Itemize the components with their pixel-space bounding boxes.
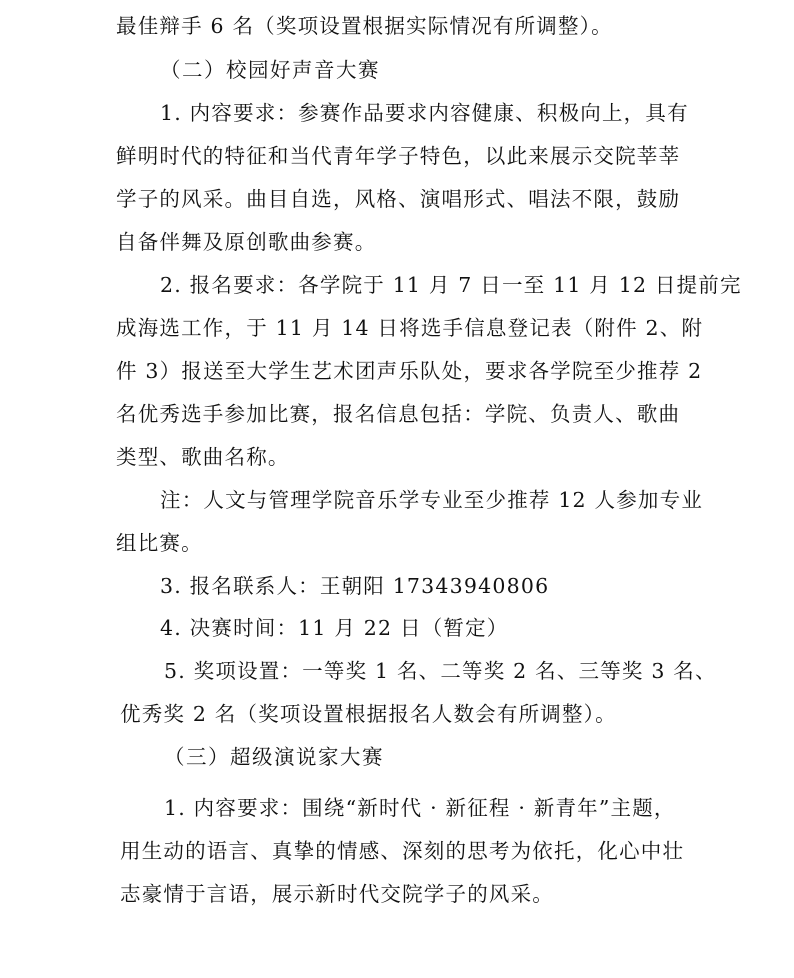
text-line: 志豪情于言语，展示新时代交院学子的风采。 [120,882,554,906]
text-line: 件 3）报送至大学生艺术团声乐队处，要求各学院至少推荐 2 [116,359,703,383]
text-line: 组比赛。 [116,531,203,555]
section-heading-good-voice: （二）校园好声音大赛 [160,58,380,82]
section-heading-super-speaker: （三）超级演说家大赛 [164,745,384,769]
text-line: 自备伴舞及原创歌曲参赛。 [116,230,377,254]
text-line: 用生动的语言、真挚的情感、深刻的思考为依托，化心中壮 [120,839,685,863]
text-line-note: 注：人文与管理学院音乐学专业至少推荐 12 人参加专业 [160,488,704,512]
text-line: 优秀奖 2 名（奖项设置根据报名人数会有所调整）。 [120,702,617,726]
text-line: 1. 内容要求：围绕“新时代 · 新征程 · 新青年”主题， [164,796,676,820]
text-line: 类型、歌曲名称。 [116,445,290,469]
text-line: 成海选工作，于 11 月 14 日将选手信息登记表（附件 2、附 [116,316,704,340]
text-line: 2. 报名要求：各学院于 11 月 7 日一至 11 月 12 日提前完 [160,273,742,297]
text-line: 名优秀选手参加比赛，报名信息包括：学院、负责人、歌曲 [116,402,681,426]
text-line: 1. 内容要求：参赛作品要求内容健康、积极向上，具有 [160,101,689,125]
text-line-awards: 5. 奖项设置：一等奖 1 名、二等奖 2 名、三等奖 3 名、 [164,659,717,683]
text-line-award-note: 最佳辩手 6 名（奖项设置根据实际情况有所调整）。 [116,14,613,38]
text-line-final-time: 4. 决赛时间：11 月 22 日（暂定） [160,616,509,640]
text-line: 鲜明时代的特征和当代青年学子特色，以此来展示交院莘莘 [116,144,681,168]
text-line: 学子的风采。曲目自选，风格、演唱形式、唱法不限，鼓励 [116,187,681,211]
text-line-contact: 3. 报名联系人：王朝阳 17343940806 [160,574,550,598]
